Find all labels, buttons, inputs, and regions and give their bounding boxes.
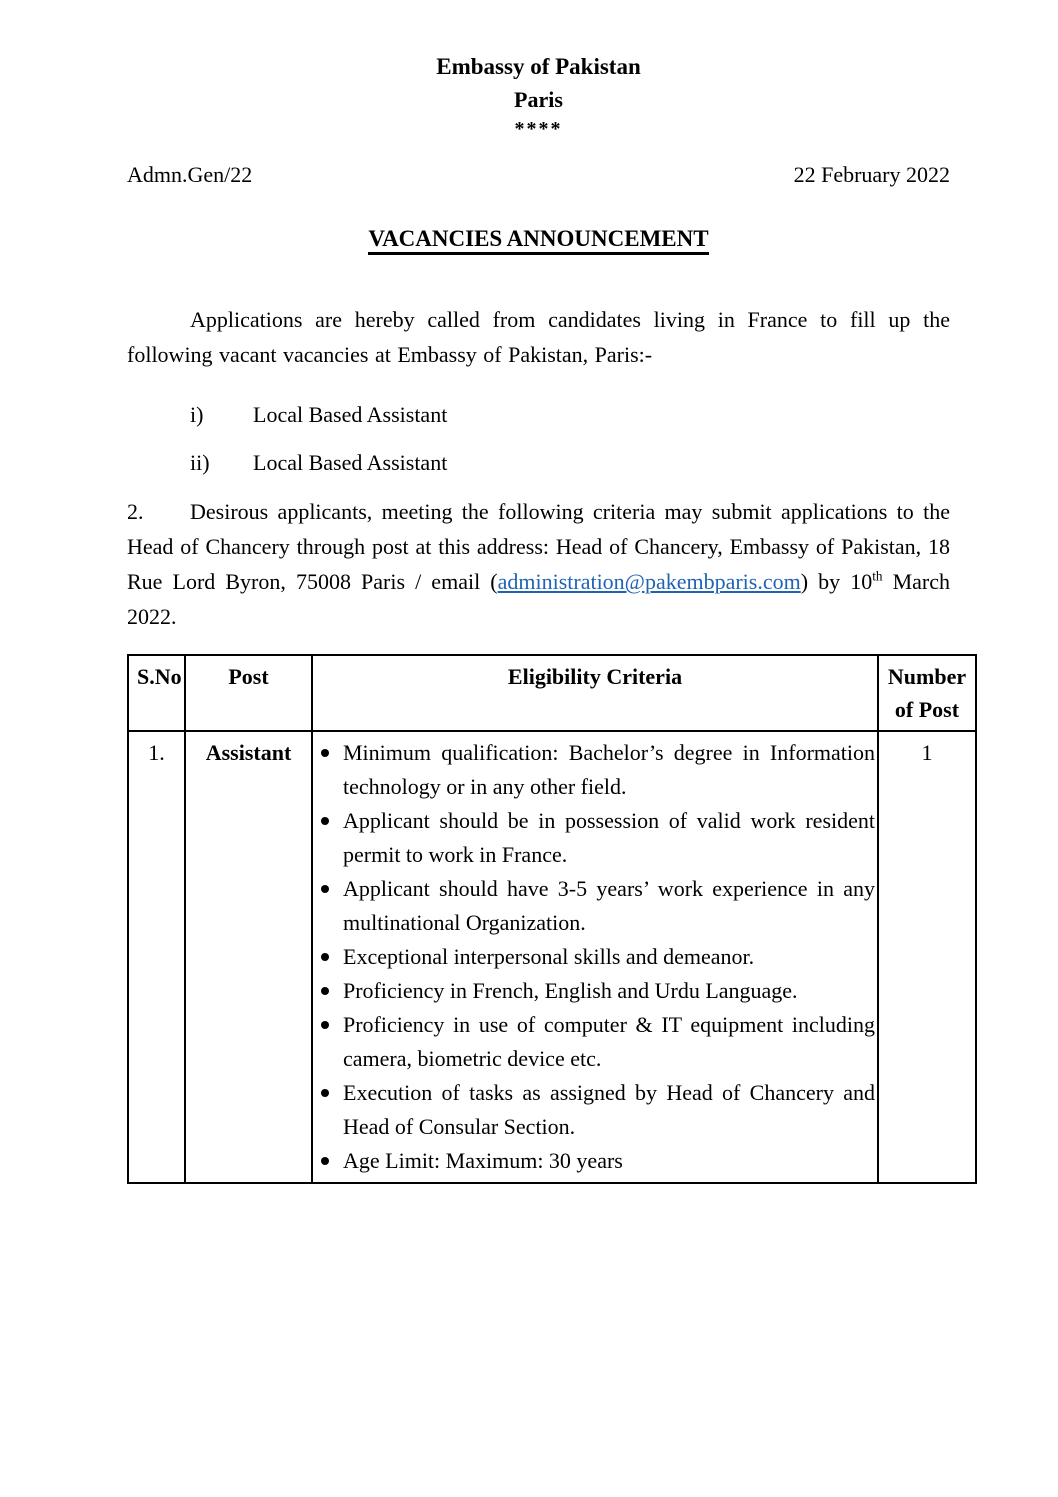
application-text-before: Desirous applicants, meeting the following criteria may submit applications to the Head of Chancery through post at this address: Head of Chancery, Embassy of Pakistan, 18 Rue Lord Byron, 75008 Paris / email ( (127, 499, 950, 594)
table-header-row (128, 655, 976, 731)
email-link[interactable]: administration@pakembparis.com (497, 569, 801, 594)
criterion-item: Execution of tasks as assigned by Head of Chancery and Head of Consular Section. (315, 1076, 875, 1144)
vacancies-table (127, 654, 977, 1184)
vacancy-item (127, 398, 950, 432)
criterion-item: Minimum qualification: Bachelor’s degree in Information technology or in any other field. (315, 736, 875, 804)
stars-separator: **** (514, 118, 563, 140)
cell-eligibility-criteria (312, 731, 878, 1183)
org-city: Paris (514, 87, 563, 112)
intro-paragraph: Applications are hereby called from candidates living in France to fill up the following vacant vacancies at Embassy of Pakistan, Paris:- (127, 307, 950, 367)
header-number-of-post: Number of Post (878, 655, 976, 731)
criterion-item: Applicant should be in possession of valid work resident permit to work in France. (315, 804, 875, 872)
org-name: Embassy of Pakistan (436, 54, 641, 79)
cell-sno: 1. (128, 731, 185, 1183)
document-title-text: VACANCIES ANNOUNCEMENT (368, 226, 708, 255)
vacancy-list (127, 398, 950, 480)
document-date: 22 February 2022 (793, 162, 950, 187)
vacancy-label: Local Based Assistant (253, 402, 448, 427)
vacancy-marker: i) (190, 402, 204, 427)
letterhead (127, 50, 950, 142)
document-title (127, 226, 950, 252)
vacancy-label: Local Based Assistant (253, 450, 448, 475)
vacancy-item (127, 446, 950, 480)
vacancy-marker: ii) (190, 450, 210, 475)
criterion-item: Proficiency in use of computer & IT equipment including camera, biometric device etc. (315, 1008, 875, 1076)
table-row (128, 731, 976, 1183)
criterion-item: Applicant should have 3-5 years’ work experience in any multinational Organization. (315, 872, 875, 940)
cell-number-of-post: 1 (878, 731, 976, 1183)
application-text-end: March 2022. (127, 569, 950, 629)
application-paragraph (127, 494, 950, 634)
criterion-item: Exceptional interpersonal skills and demeanor. (315, 940, 875, 974)
reference-row (127, 158, 950, 192)
header-sno (128, 655, 185, 731)
application-text-after: ) by 10 (800, 569, 873, 594)
criteria-list (315, 736, 875, 1178)
header-eligibility-criteria: Eligibility Criteria (312, 655, 878, 731)
header-sno-text: S.No (137, 664, 182, 689)
paragraph-number: 2. (127, 499, 144, 524)
criterion-item: Proficiency in French, English and Urdu Language. (315, 974, 875, 1008)
cell-post: Assistant (185, 731, 312, 1183)
criterion-item: Age Limit: Maximum: 30 years (315, 1144, 875, 1178)
header-post: Post (185, 655, 312, 731)
ordinal-suffix: th (872, 568, 883, 584)
reference-number: Admn.Gen/22 (127, 162, 253, 187)
